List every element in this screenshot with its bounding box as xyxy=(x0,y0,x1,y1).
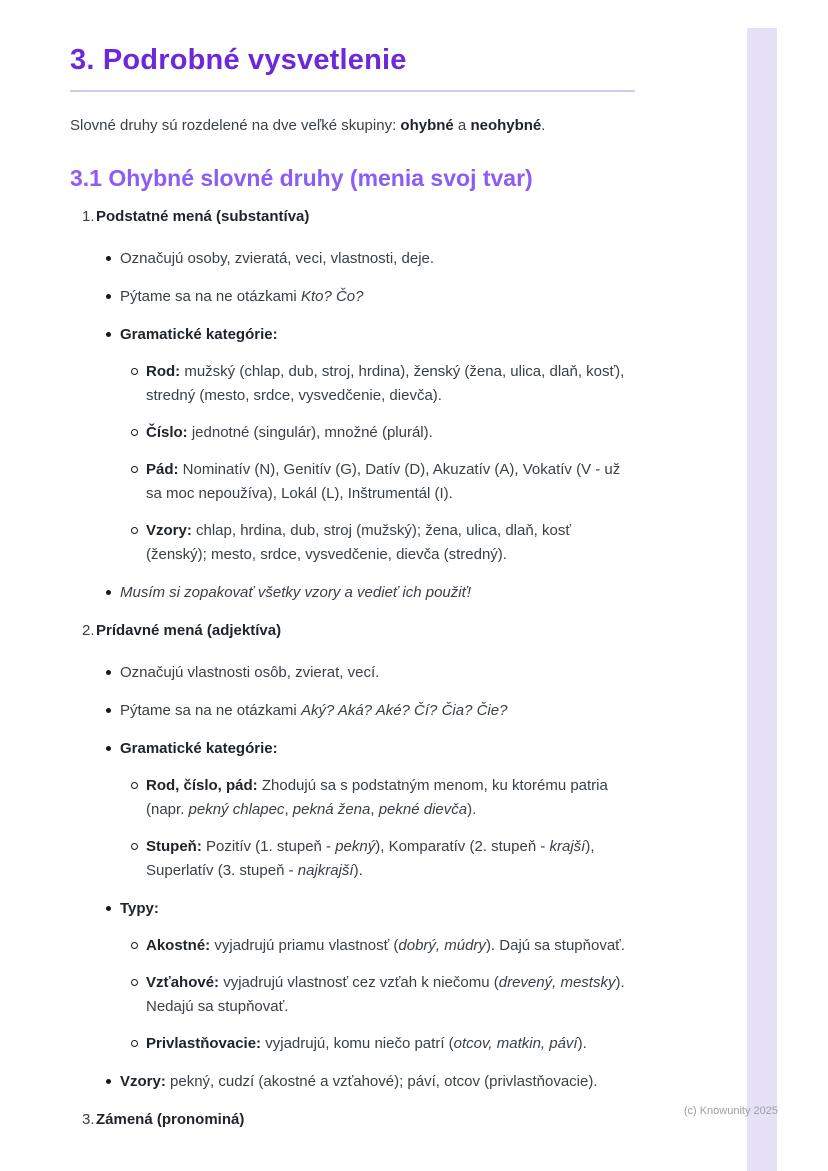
text-segment: Zhodujú sa s podstatným menom, ku ktorému patria (napr. xyxy=(146,777,608,818)
numbered-item-2 xyxy=(70,619,635,1094)
sub-bullet-list xyxy=(131,934,635,1056)
text-segment: Typy: xyxy=(120,900,159,917)
sub-bullet-text xyxy=(146,838,595,879)
text-segment: Aký? Aká? Aké? Čí? Čia? Čie? xyxy=(300,702,508,719)
sub-bullet-text xyxy=(146,363,624,404)
sub-bullet-list xyxy=(131,360,635,567)
text-segment: ). Dajú sa stupňovať. xyxy=(485,937,625,954)
sub-bullet-item xyxy=(131,1032,635,1056)
bullet-item xyxy=(106,247,635,271)
bullet-list xyxy=(106,661,635,1094)
bullet-item xyxy=(106,897,635,1056)
bullet-item xyxy=(106,661,635,685)
text-segment: , xyxy=(284,801,293,818)
text-segment: Stupeň: xyxy=(146,838,202,855)
bullet-text xyxy=(120,740,278,757)
sub-bullet-item xyxy=(131,835,635,883)
sub-bullet-text xyxy=(146,1035,587,1052)
text-segment: . xyxy=(541,117,546,134)
text-segment: dobrý, múdry xyxy=(398,937,486,954)
sub-bullet-item xyxy=(131,360,635,408)
numbered-item-3 xyxy=(70,1108,635,1132)
page-edge-strip xyxy=(747,28,777,1171)
text-segment: ). xyxy=(353,862,363,879)
text-segment: Vzory: xyxy=(146,522,192,539)
text-segment: vyjadrujú vlastnosť cez vzťah k niečomu ( xyxy=(219,974,499,991)
item-number: 3. xyxy=(82,1111,95,1128)
copyright-footer: (c) Knowunity 2025 xyxy=(683,1105,778,1117)
text-segment: Označujú osoby, zvieratá, veci, vlastnosti, deje. xyxy=(120,250,435,267)
text-segment: Vzory: xyxy=(120,1073,166,1090)
intro-paragraph xyxy=(70,114,635,138)
text-segment: vyjadrujú, komu niečo patrí ( xyxy=(261,1035,454,1052)
text-segment: ). xyxy=(577,1035,587,1052)
text-segment: drevený, mestsky xyxy=(498,974,616,991)
sub-bullet-item xyxy=(131,971,635,1019)
text-segment: pekný, cudzí (akostné a vzťahové); páví, otcov (privlastňovacie). xyxy=(165,1073,598,1090)
text-segment: Pád: xyxy=(146,461,179,478)
document-content xyxy=(70,0,635,1132)
text-segment: vyjadrujú priamu vlastnosť ( xyxy=(210,937,399,954)
sub-bullet-item xyxy=(131,774,635,822)
text-segment: Číslo: xyxy=(146,424,188,441)
bullet-item xyxy=(106,699,635,723)
text-segment: Označujú vlastnosti osôb, zvierat, vecí. xyxy=(120,664,380,681)
text-segment: ohybné xyxy=(400,117,454,134)
text-segment: krajší xyxy=(549,838,586,855)
bullet-text xyxy=(120,1073,598,1090)
item-title xyxy=(96,619,281,643)
page-title: 3. Podrobné vysvetlenie xyxy=(70,44,407,76)
bullet-text xyxy=(120,584,471,601)
text-segment: Pýtame sa na ne otázkami xyxy=(120,288,301,305)
sub-bullet-item xyxy=(131,458,635,506)
bullet-item xyxy=(106,581,635,605)
bullet-text xyxy=(120,326,278,343)
bullet-item xyxy=(106,1070,635,1094)
item-title xyxy=(96,205,309,229)
bullet-text xyxy=(120,288,363,305)
bullet-text xyxy=(120,702,507,719)
text-segment: ), Superlatív (3. stupeň - xyxy=(146,838,595,879)
sub-bullet-text xyxy=(146,777,608,818)
text-segment: Rod, číslo, pád: xyxy=(146,777,258,794)
text-segment: pekná žena xyxy=(292,801,371,818)
text-segment: Akostné: xyxy=(146,937,211,954)
numbered-item-heading xyxy=(70,619,635,643)
sub-bullet-text xyxy=(146,424,433,441)
text-segment: chlap, hrdina, dub, stroj (mužský); žena, ulica, dlaň, kosť (ženský); mesto, srdce, vysvedčenie, dievča (stredný). xyxy=(146,522,571,563)
sub-bullet-text xyxy=(146,461,620,502)
text-segment: Vzťahové: xyxy=(146,974,220,991)
bullet-text xyxy=(120,250,434,267)
text-segment: Zámená (pronominá) xyxy=(96,1111,245,1128)
text-segment: pekný xyxy=(335,838,376,855)
text-segment: Pýtame sa na ne otázkami xyxy=(120,702,301,719)
text-segment: Slovné druhy sú rozdelené na dve veľké skupiny: xyxy=(70,117,401,134)
text-segment: Musím si zopakovať všetky vzory a vedieť ich použiť! xyxy=(120,584,472,601)
text-segment: pekné dievča xyxy=(378,801,468,818)
text-segment: ), Komparatív (2. stupeň - xyxy=(375,838,550,855)
text-segment: Prídavné mená (adjektíva) xyxy=(96,622,282,639)
text-segment: otcov, matkin, páví xyxy=(453,1035,578,1052)
text-segment: ). Nedajú sa stupňovať. xyxy=(146,974,625,1015)
text-segment: pekný chlapec xyxy=(188,801,285,818)
title-divider xyxy=(70,90,635,92)
item-number: 2. xyxy=(82,622,95,639)
item-title xyxy=(96,1108,244,1132)
sub-bullet-item xyxy=(131,421,635,445)
text-segment: Privlastňovacie: xyxy=(146,1035,262,1052)
section-title: 3.1 Ohybné slovné druhy (menia svoj tvar) xyxy=(70,165,533,191)
numbered-item-heading xyxy=(70,205,635,229)
sub-bullet-text xyxy=(146,522,571,563)
bullet-text xyxy=(120,664,379,681)
item-number: 1. xyxy=(82,208,95,225)
text-segment: Gramatické kategórie: xyxy=(120,326,278,343)
bullet-text xyxy=(120,900,159,917)
text-segment: Rod: xyxy=(146,363,181,380)
text-segment: Pozitív (1. stupeň - xyxy=(201,838,336,855)
numbered-item-1 xyxy=(70,205,635,605)
text-segment: neohybné xyxy=(470,117,542,134)
sub-bullet-item xyxy=(131,519,635,567)
text-segment: a xyxy=(453,117,471,134)
sub-bullet-item xyxy=(131,934,635,958)
bullet-list xyxy=(106,247,635,605)
text-segment: jednotné (singulár), množné (plurál). xyxy=(187,424,433,441)
text-segment: najkrajší xyxy=(297,862,354,879)
numbered-item-heading xyxy=(70,1108,635,1132)
text-segment: Nominatív (N), Genitív (G), Datív (D), Akuzatív (A), Vokatív (V - už sa moc nepoužíva), Lokál (L), Inštrumentál (I). xyxy=(146,461,621,502)
bullet-item xyxy=(106,323,635,567)
bullet-item xyxy=(106,285,635,309)
text-segment: Gramatické kategórie: xyxy=(120,740,278,757)
text-segment: Podstatné mená (substantíva) xyxy=(96,208,310,225)
sub-bullet-list xyxy=(131,774,635,883)
text-segment: mužský (chlap, dub, stroj, hrdina), ženský (žena, ulica, dlaň, kosť), stredný (mesto, srdce, vysvedčenie, dievča). xyxy=(146,363,625,404)
text-segment: Kto? Čo? xyxy=(300,288,364,305)
text-segment: , xyxy=(370,801,379,818)
text-segment: ). xyxy=(467,801,477,818)
sub-bullet-text xyxy=(146,974,625,1015)
bullet-item xyxy=(106,737,635,883)
sub-bullet-text xyxy=(146,937,625,954)
